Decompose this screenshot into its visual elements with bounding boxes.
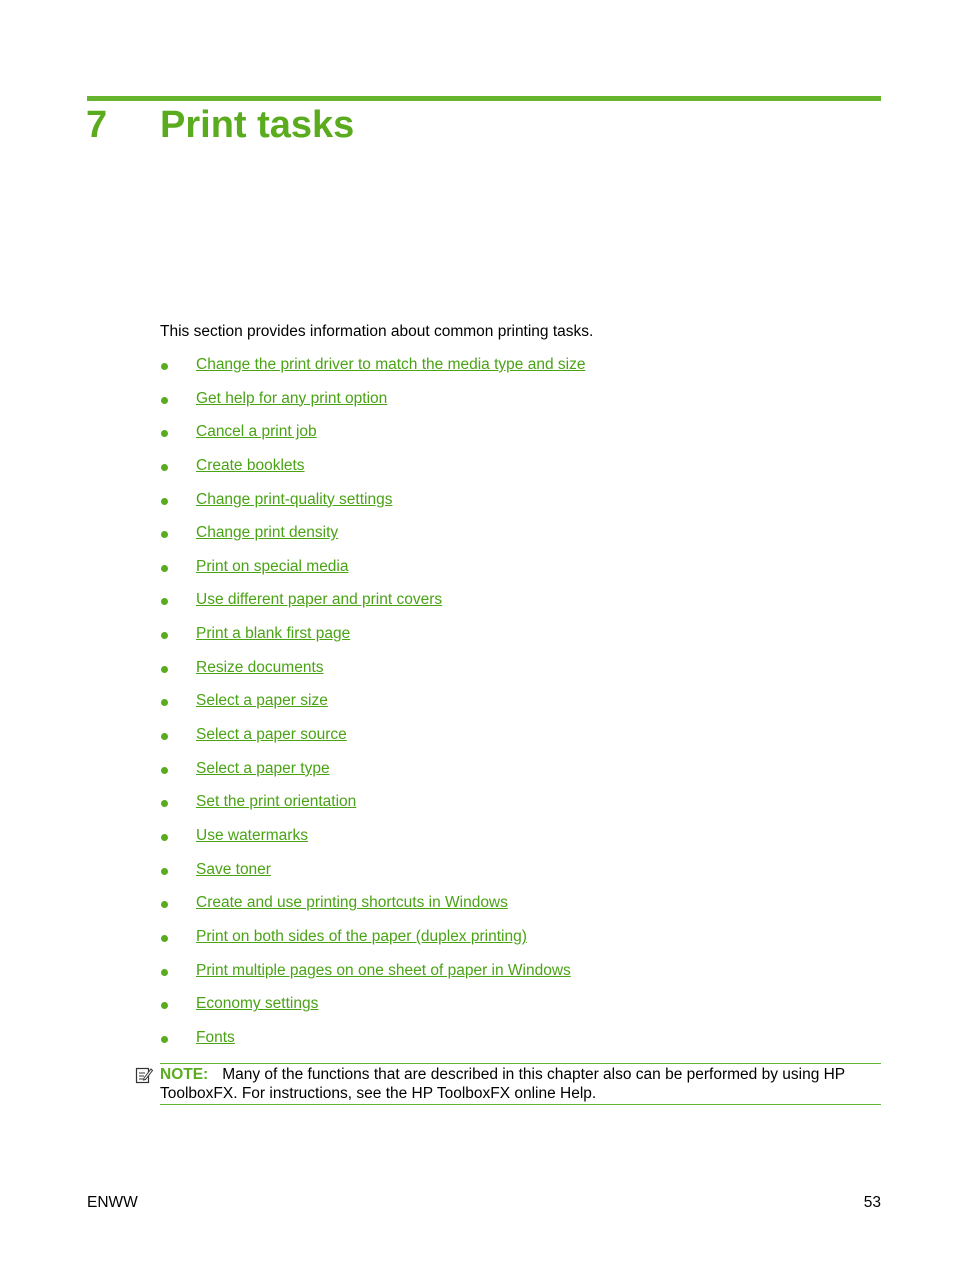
toc-link[interactable]: Economy settings — [196, 995, 319, 1013]
bullet-icon — [161, 901, 168, 908]
footer-left-text: ENWW — [87, 1194, 138, 1211]
note-label: NOTE: — [160, 1066, 209, 1083]
bullet-icon — [161, 935, 168, 942]
toc-link[interactable]: Save toner — [196, 860, 271, 878]
bullet-icon — [161, 767, 168, 774]
bullet-icon — [161, 969, 168, 976]
bullet-icon — [161, 531, 168, 538]
toc-link[interactable]: Resize documents — [196, 658, 324, 676]
toc-link[interactable]: Fonts — [196, 1028, 235, 1046]
bullet-icon — [161, 868, 168, 875]
toc-link[interactable]: Select a paper source — [196, 726, 347, 744]
bullet-icon — [161, 733, 168, 740]
toc-link[interactable]: Set the print orientation — [196, 793, 357, 811]
bullet-icon — [161, 632, 168, 639]
note-text: Many of the functions that are described in this chapter also can be performed by using HP ToolboxFX. For instructions, see the HP ToolboxFX online Help. — [160, 1066, 845, 1102]
toc-link[interactable]: Change print density — [196, 524, 339, 542]
bullet-icon — [161, 1002, 168, 1009]
bullet-icon — [161, 397, 168, 404]
intro-paragraph: This section provides information about common printing tasks. — [160, 323, 594, 340]
bullet-icon — [161, 598, 168, 605]
bullet-icon — [161, 498, 168, 505]
bullet-icon — [161, 1036, 168, 1043]
toc-link[interactable]: Create and use printing shortcuts in Windows — [196, 894, 508, 912]
bullet-icon — [161, 363, 168, 370]
chapter-number: 7 — [86, 104, 108, 146]
toc-link[interactable]: Print on special media — [196, 557, 349, 575]
bullet-icon — [161, 565, 168, 572]
toc-link[interactable]: Use watermarks — [196, 826, 308, 844]
toc-link[interactable]: Select a paper size — [196, 692, 328, 710]
chapter-rule — [87, 96, 881, 101]
bullet-icon — [161, 430, 168, 437]
toc-link[interactable]: Get help for any print option — [196, 389, 388, 407]
toc-link[interactable]: Change print-quality settings — [196, 490, 393, 508]
bullet-icon — [161, 800, 168, 807]
page-number: 53 — [863, 1194, 881, 1211]
note-box — [160, 1063, 881, 1105]
toc-link[interactable]: Cancel a print job — [196, 423, 317, 441]
toc-link[interactable]: Select a paper type — [196, 759, 330, 777]
bullet-icon — [161, 464, 168, 471]
toc-link[interactable]: Change the print driver to match the media type and size — [196, 356, 586, 373]
note-pencil-icon — [135, 1066, 153, 1084]
bullet-icon — [161, 834, 168, 841]
chapter-title: Print tasks — [160, 104, 355, 146]
toc-link[interactable]: Print multiple pages on one sheet of paper in Windows — [196, 961, 571, 979]
bullet-icon — [161, 699, 168, 706]
toc-link[interactable]: Print on both sides of the paper (duplex printing) — [196, 927, 527, 945]
toc-link[interactable]: Print a blank first page — [196, 625, 351, 643]
toc-link[interactable]: Use different paper and print covers — [196, 591, 443, 609]
toc-link[interactable]: Create booklets — [196, 456, 305, 474]
bullet-icon — [161, 666, 168, 673]
